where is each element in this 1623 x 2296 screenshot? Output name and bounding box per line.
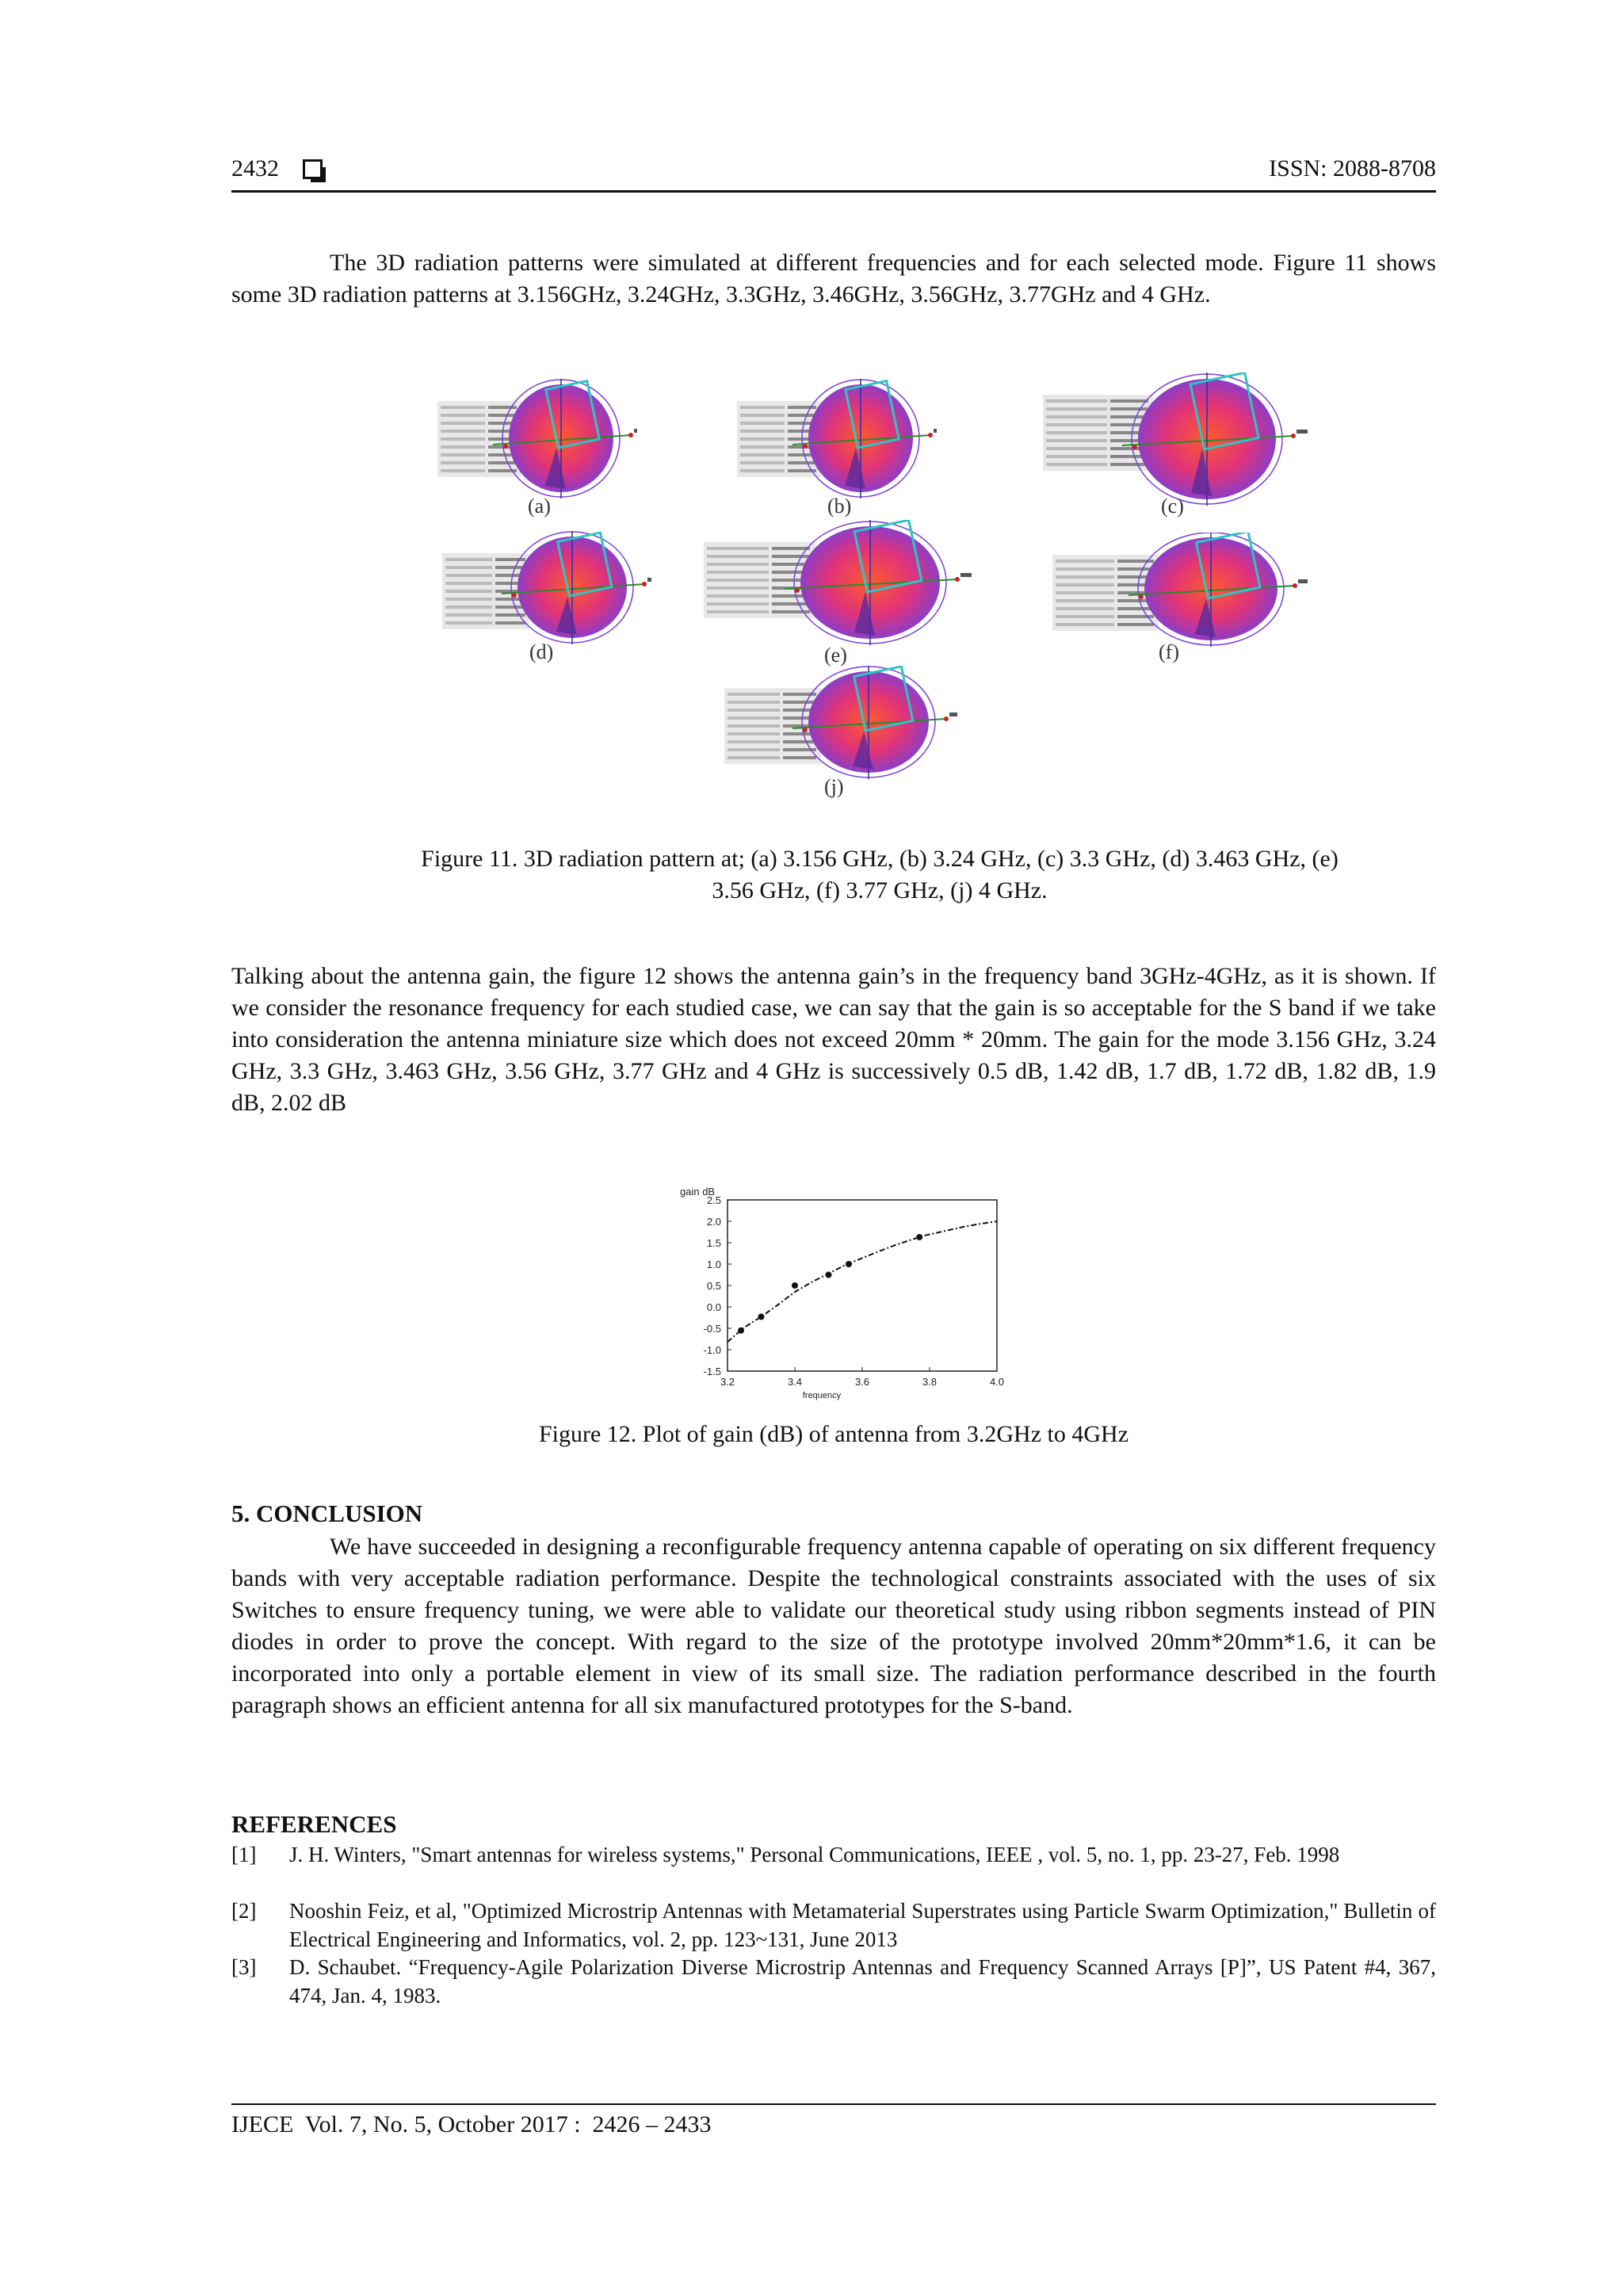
reference-item <box>231 1840 1436 1869</box>
reference-number: [3] <box>231 1955 257 1979</box>
page-number: 2432 <box>231 155 279 181</box>
figure-12-caption: Figure 12. Plot of gain (dB) of antenna from 3.2GHz to 4GHz <box>538 1421 1129 1447</box>
y-tick-label: -1.5 <box>703 1366 721 1377</box>
references-heading: REFERENCES <box>231 1810 397 1838</box>
y-tick-label: -1.0 <box>703 1344 721 1356</box>
panel-label: (c) <box>1161 495 1184 518</box>
figure-11-caption-line-2: 3.56 GHz, (f) 3.77 GHz, (j) 4 GHz. <box>712 877 1048 904</box>
x-tick-label: 3.4 <box>787 1376 803 1388</box>
reference-number: [1] <box>231 1843 257 1866</box>
panel-label: (d) <box>529 640 554 663</box>
y-tick-label: 2.5 <box>706 1194 721 1206</box>
running-footer: IJECE Vol. 7, No. 5, October 2017 : 2426 – 2433 <box>231 2111 712 2137</box>
figure-11-caption-line-1: Figure 11. 3D radiation pattern at; (a) 3.156 GHz, (b) 3.24 GHz, (c) 3.3 GHz, (d) 3.463 GHz, (e) <box>421 846 1338 872</box>
gain-data-point <box>758 1313 765 1320</box>
gain-data-point <box>792 1282 798 1289</box>
gain-data-point <box>916 1234 922 1240</box>
running-header-left <box>231 155 323 182</box>
reference-item <box>231 1953 1436 2010</box>
gain-data-point <box>738 1328 744 1334</box>
figure-11-caption <box>317 843 1442 907</box>
gain-chart <box>666 1181 1030 1403</box>
conclusion-text: We have succeeded in designing a reconfigurable frequency antenna capable of operating on six different frequency bands with very acceptable radiation performance. Despite the technological constraints associated with the uses of six Switches to ensure frequency tuning, we were able to validate our theoretical study using ribbon segments instead of PIN diodes in order to prove the concept. With regard to the size of the prototype involved 20mm*20mm*1.6, it can be incorporated into only a portable element in view of its small size. The radiation performance described in the fourth paragraph shows an efficient antenna for all six manufactured prototypes for the S-band. <box>231 1534 1436 1718</box>
gain-data-point <box>826 1272 832 1278</box>
x-tick-label: 3.2 <box>720 1376 735 1388</box>
issn-label: ISSN: 2088-8708 <box>1269 155 1436 181</box>
panel-label: (b) <box>827 495 852 518</box>
x-axis-label: frequency <box>802 1391 842 1400</box>
plot-frame <box>727 1200 997 1371</box>
reference-number: [2] <box>231 1899 257 1923</box>
panel-label: (a) <box>528 495 551 518</box>
panel-label: (f) <box>1159 640 1179 663</box>
reference-item <box>231 1897 1436 1954</box>
reference-text: J. H. Winters, "Smart antennas for wireless systems," Personal Communications, IEEE , vol. 5, no. 1, pp. 23-27, Feb. 1998 <box>289 1843 1340 1866</box>
header-rule <box>231 190 1436 193</box>
y-tick-label: 0.5 <box>706 1280 721 1292</box>
panel-label: (j) <box>824 775 844 798</box>
intro-paragraph: The 3D radiation patterns were simulated at different frequencies and for each selected mode. Figure 11 shows some 3D radiation patterns at 3.156GHz, 3.24GHz, 3.3GHz, 3.46GHz, 3.56GHz, 3.77GHz and 4 GHz. <box>231 250 1436 308</box>
gain-paragraph: Talking about the antenna gain, the figure 12 shows the antenna gain’s in the frequency band 3GHz-4GHz, as it is shown. If we consider the resonance frequency for each studied case, we can say that the gain is so acceptable for the S band if we take into consideration the antenna miniature size which does not exceed 20mm * 20mm. The gain for the mode 3.156 GHz, 3.24 GHz, 3.3 GHz, 3.463 GHz, 3.56 GHz, 3.77 GHz and 4 GHz is successively 0.5 dB, 1.42 dB, 1.7 dB, 1.72 dB, 1.82 dB, 1.9 dB, 2.02 dB <box>231 963 1436 1116</box>
y-tick-label: 2.0 <box>706 1216 721 1228</box>
y-tick-label: 0.0 <box>706 1301 721 1313</box>
box-bullet-icon <box>303 159 323 179</box>
x-tick-label: 3.6 <box>854 1376 870 1388</box>
radiation-pattern-panel <box>1052 533 1308 667</box>
y-tick-label: -0.5 <box>703 1323 721 1335</box>
panel-label: (e) <box>824 644 847 667</box>
y-axis-label: gain dB <box>680 1186 716 1198</box>
conclusion-heading: 5. CONCLUSION <box>231 1499 423 1527</box>
y-tick-label: 1.5 <box>706 1237 721 1249</box>
gain-series-line <box>727 1221 997 1342</box>
footer-rule <box>231 2103 1436 2105</box>
y-tick-label: 1.0 <box>706 1259 721 1270</box>
gain-data-point <box>846 1261 852 1267</box>
x-tick-label: 3.8 <box>922 1376 938 1388</box>
x-tick-label: 4.0 <box>989 1376 1005 1388</box>
reference-text: Nooshin Feiz, et al, "Optimized Microstrip Antennas with Metamaterial Superstrates using Particle Swarm Optimization," Bulletin of Electrical Engineering and Informatics, vol. 2, pp. 123~131, June 2013 <box>289 1899 1436 1951</box>
reference-text: D. Schaubet. “Frequency-Agile Polarization Diverse Microstrip Antennas and Frequency Scanned Arrays [P]”, US Patent #4, 367, 474, Jan. 4, 1983. <box>289 1955 1436 2008</box>
